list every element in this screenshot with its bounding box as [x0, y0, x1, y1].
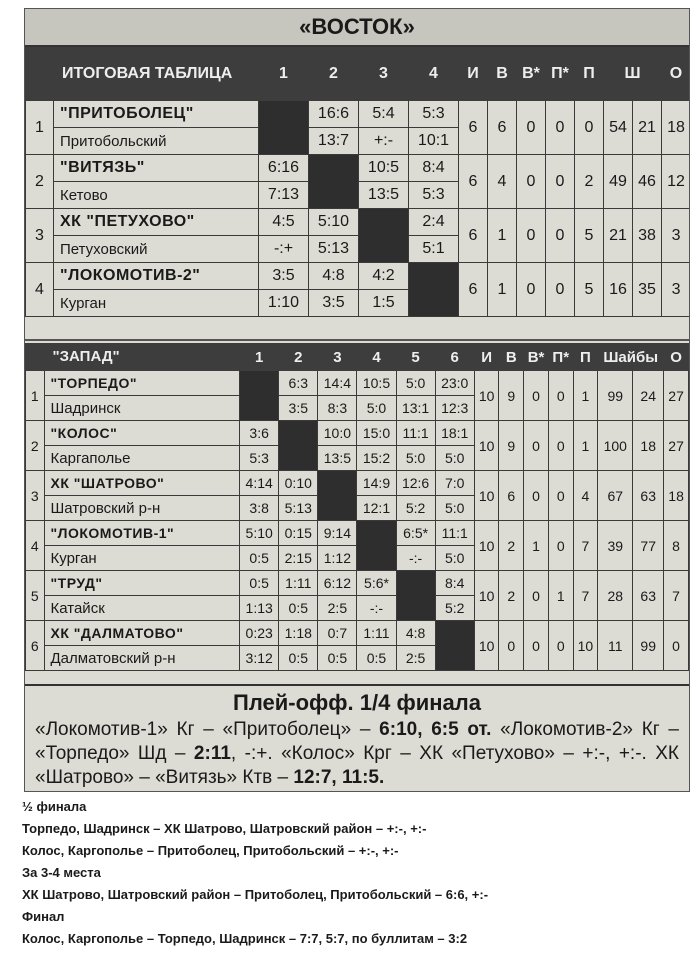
match-score: 0:5 [357, 646, 396, 671]
match-score: 5:0 [396, 446, 435, 471]
team-stat: 10 [474, 421, 499, 471]
match-score: 5:0 [435, 496, 474, 521]
match-score: 15:2 [357, 446, 396, 471]
team-name: "КОЛОС" [44, 421, 240, 446]
team-position: 6 [26, 621, 45, 671]
team-stat: 10 [474, 621, 499, 671]
match-score: 8:3 [318, 396, 357, 421]
match-score: 14:4 [318, 371, 357, 396]
west-col-1: 1 [240, 344, 279, 371]
team-stat: 46 [633, 155, 662, 209]
diagonal-cell [357, 521, 396, 571]
team-stat: 0 [546, 155, 575, 209]
match-score: 5:4 [359, 101, 409, 128]
team-stat: 3 [662, 209, 690, 263]
west-standings-table [25, 343, 689, 671]
team-row [26, 155, 691, 182]
match-score: 5:0 [396, 371, 435, 396]
team-stat: 18 [633, 421, 664, 471]
east-col-losses: П [575, 48, 604, 101]
match-score: 12:3 [435, 396, 474, 421]
match-score: 3:5 [259, 263, 309, 290]
third-place-heading: За 3-4 места [22, 865, 101, 880]
east-standings-table [25, 47, 690, 317]
match-score: 1:10 [259, 290, 309, 317]
result-line: ХК Шатрово, Шатровский район – Притоболец, Притобольский – 6:6, +:- [22, 887, 489, 902]
team-stat: 6 [459, 209, 488, 263]
team-stat: 1 [573, 371, 598, 421]
team-position: 3 [26, 471, 45, 521]
playoff-title: Плей-офф. 1/4 финала [233, 690, 481, 715]
diagonal-cell [309, 155, 359, 209]
match-score: 8:4 [435, 571, 474, 596]
match-score: 18:1 [435, 421, 474, 446]
team-position: 3 [26, 209, 54, 263]
team-stat: 0 [664, 621, 689, 671]
team-position: 1 [26, 371, 45, 421]
team-location: Катайск [44, 596, 240, 621]
diagonal-cell [259, 101, 309, 155]
match-score: 10:1 [409, 128, 459, 155]
team-row [26, 521, 689, 546]
team-stat: 67 [598, 471, 633, 521]
west-header-row [26, 344, 689, 371]
east-col-goals: Ш [604, 48, 662, 101]
team-stat: 3 [662, 263, 690, 317]
team-stat: 6 [459, 101, 488, 155]
team-position: 1 [26, 101, 54, 155]
team-stat: 10 [474, 521, 499, 571]
match-score: 0:5 [240, 546, 279, 571]
match-score: 10:0 [318, 421, 357, 446]
team-stat: 99 [633, 621, 664, 671]
match-score: 3:6 [240, 421, 279, 446]
team-stat: 54 [604, 101, 633, 155]
team-stat: 2 [499, 521, 524, 571]
team-stat: 6 [459, 263, 488, 317]
match-score: 9:14 [318, 521, 357, 546]
team-stat: 5 [575, 263, 604, 317]
team-stat: 0 [548, 471, 573, 521]
team-stat: 6 [488, 101, 517, 155]
east-table-label: ИТОГОВАЯ ТАБЛИЦА [54, 48, 259, 101]
team-name: "ПРИТОБОЛЕЦ" [54, 101, 259, 128]
east-col-1: 1 [259, 48, 309, 101]
team-stat: 12 [662, 155, 690, 209]
match-score: 2:5 [396, 646, 435, 671]
match-score: 2:15 [279, 546, 318, 571]
team-position: 4 [26, 263, 54, 317]
west-col-wins: В [499, 344, 524, 371]
match-score: 0:15 [279, 521, 318, 546]
match-score: 5:2 [435, 596, 474, 621]
match-score: 5:10 [240, 521, 279, 546]
match-score: 7:0 [435, 471, 474, 496]
team-stat: 18 [662, 101, 690, 155]
team-stat: 21 [633, 101, 662, 155]
match-score: 0:5 [279, 646, 318, 671]
team-stat: 10 [573, 621, 598, 671]
team-stat: 77 [633, 521, 664, 571]
team-stat: 0 [524, 571, 549, 621]
east-col-4: 4 [409, 48, 459, 101]
match-score: 5:13 [279, 496, 318, 521]
team-location: Притобольский [54, 128, 259, 155]
team-stat: 0 [546, 209, 575, 263]
diagonal-cell [279, 421, 318, 471]
match-score: 4:2 [359, 263, 409, 290]
team-position: 5 [26, 571, 45, 621]
team-name: ХК "ДАЛМАТОВО" [44, 621, 240, 646]
match-score: 5:0 [435, 446, 474, 471]
match-score: 5:0 [435, 546, 474, 571]
team-row [26, 571, 689, 596]
result-line: Торпедо, Шадринск – ХК Шатрово, Шатровский район – +:-, +:- [22, 821, 427, 836]
team-location: Кетово [54, 182, 259, 209]
west-col-ot-losses: П* [548, 344, 573, 371]
team-stat: 49 [604, 155, 633, 209]
team-stat: 0 [546, 101, 575, 155]
east-col-wins: В [488, 48, 517, 101]
west-title: "ЗАПАД" [44, 344, 240, 371]
match-score: 12:1 [357, 496, 396, 521]
playoff-score-3: 12:7, 11:5. [293, 767, 385, 788]
team-stat: 24 [633, 371, 664, 421]
team-location: Шатровский р-н [44, 496, 240, 521]
east-col-3: 3 [359, 48, 409, 101]
team-stat: 2 [575, 155, 604, 209]
team-name: "ВИТЯЗЬ" [54, 155, 259, 182]
match-score: 6:3 [279, 371, 318, 396]
west-col-3: 3 [318, 344, 357, 371]
match-score: -:+ [259, 236, 309, 263]
team-stat: 0 [548, 521, 573, 571]
team-stat: 16 [604, 263, 633, 317]
team-stat: 1 [548, 571, 573, 621]
match-score: 2:4 [409, 209, 459, 236]
match-score: 1:11 [279, 571, 318, 596]
team-row [26, 209, 691, 236]
match-score: 23:0 [435, 371, 474, 396]
team-name: "ЛОКОМОТИВ-2" [54, 263, 259, 290]
match-score: 3:8 [240, 496, 279, 521]
match-score: 1:18 [279, 621, 318, 646]
match-score: 5:13 [309, 236, 359, 263]
team-name: "ЛОКОМОТИВ-1" [44, 521, 240, 546]
team-stat: 38 [633, 209, 662, 263]
match-score: 13:5 [359, 182, 409, 209]
team-stat: 63 [633, 571, 664, 621]
match-score: 1:11 [357, 621, 396, 646]
diagonal-cell [435, 621, 474, 671]
match-score: 4:8 [309, 263, 359, 290]
team-stat: 0 [524, 421, 549, 471]
match-score: 14:9 [357, 471, 396, 496]
playoff-score-2: 2:11 [193, 743, 231, 764]
team-stat: 28 [598, 571, 633, 621]
team-stat: 0 [517, 101, 546, 155]
match-score: 6:12 [318, 571, 357, 596]
team-stat: 0 [517, 263, 546, 317]
team-row [26, 263, 691, 290]
team-stat: 4 [488, 155, 517, 209]
team-stat: 0 [517, 155, 546, 209]
west-col-losses: П [573, 344, 598, 371]
match-score: 5:6* [357, 571, 396, 596]
match-score: 5:10 [309, 209, 359, 236]
east-col-games: И [459, 48, 488, 101]
match-score: 5:3 [409, 101, 459, 128]
match-score: 4:5 [259, 209, 309, 236]
playoff-text [25, 716, 689, 792]
match-score: 5:2 [396, 496, 435, 521]
team-position: 2 [26, 155, 54, 209]
final-heading: Финал [22, 909, 65, 924]
team-row [26, 471, 689, 496]
team-stat: 10 [474, 371, 499, 421]
team-name: "ТРУД" [44, 571, 240, 596]
team-stat: 35 [633, 263, 662, 317]
match-score: -:- [357, 596, 396, 621]
team-location: Каргаполье [44, 446, 240, 471]
team-stat: 1 [573, 421, 598, 471]
team-stat: 0 [575, 101, 604, 155]
team-stat: 11 [598, 621, 633, 671]
match-score: 15:0 [357, 421, 396, 446]
team-stat: 5 [575, 209, 604, 263]
east-table-clipping [24, 8, 690, 340]
playoff-match-3: , -:+. «Колос» Крг – ХК «Петухово» – +:-, +:-. ХК «Шатрово» – «Витязь» Ктв – [35, 743, 679, 788]
match-score: 4:14 [240, 471, 279, 496]
team-stat: 0 [548, 371, 573, 421]
match-score: 11:1 [435, 521, 474, 546]
match-score: 0:5 [318, 646, 357, 671]
playoff-score-1: 6:10, 6:5 от. [379, 719, 492, 740]
diagonal-cell [318, 471, 357, 521]
east-col-ot-losses: П* [546, 48, 575, 101]
west-col-games: И [474, 344, 499, 371]
east-col-2: 2 [309, 48, 359, 101]
team-row [26, 621, 689, 646]
match-score: 0:7 [318, 621, 357, 646]
match-score: 0:10 [279, 471, 318, 496]
match-score: 13:7 [309, 128, 359, 155]
match-score: 4:8 [396, 621, 435, 646]
team-location: Шадринск [44, 396, 240, 421]
team-name: ХК "ШАТРОВО" [44, 471, 240, 496]
east-col-ot-wins: В* [517, 48, 546, 101]
match-score: 3:12 [240, 646, 279, 671]
match-score: 6:5* [396, 521, 435, 546]
match-score: 11:1 [396, 421, 435, 446]
team-position: 2 [26, 421, 45, 471]
match-score: 8:4 [409, 155, 459, 182]
diagonal-cell [240, 371, 279, 421]
team-stat: 0 [517, 209, 546, 263]
team-row [26, 101, 691, 128]
result-line: Колос, Каргополье – Притоболец, Притобольский – +:-, +:- [22, 843, 399, 858]
match-score: 1:13 [240, 596, 279, 621]
match-score: +:- [359, 128, 409, 155]
playoff-match-1: «Локомотив-1» Кг – «Притоболец» – [35, 719, 380, 740]
semifinal-heading: ½ финала [22, 799, 87, 814]
team-stat: 0 [546, 263, 575, 317]
result-line: Колос, Каргополье – Торпедо, Шадринск – 7:7, 5:7, по буллитам – 3:2 [22, 931, 468, 946]
east-header-row [26, 48, 691, 101]
team-stat: 7 [664, 571, 689, 621]
west-col-goals: Шайбы [598, 344, 664, 371]
team-row [26, 371, 689, 396]
team-location: Курган [44, 546, 240, 571]
west-col-6: 6 [435, 344, 474, 371]
team-stat: 10 [474, 471, 499, 521]
match-score: 2:5 [318, 596, 357, 621]
team-stat: 0 [548, 421, 573, 471]
west-col-points: О [664, 344, 689, 371]
team-stat: 100 [598, 421, 633, 471]
team-stat: 99 [598, 371, 633, 421]
east-title: «ВОСТОК» [25, 9, 689, 47]
match-score: 10:5 [359, 155, 409, 182]
match-score: 1:5 [359, 290, 409, 317]
team-stat: 9 [499, 421, 524, 471]
playoff-section [25, 684, 689, 792]
team-name: "ТОРПЕДО" [44, 371, 240, 396]
team-location: Курган [54, 290, 259, 317]
results-list [22, 796, 692, 950]
team-stat: 6 [499, 471, 524, 521]
diagonal-cell [396, 571, 435, 621]
match-score: -:- [396, 546, 435, 571]
team-stat: 4 [573, 471, 598, 521]
match-score: 16:6 [309, 101, 359, 128]
match-score: 7:13 [259, 182, 309, 209]
match-score: 12:6 [396, 471, 435, 496]
team-stat: 1 [488, 263, 517, 317]
team-stat: 7 [573, 571, 598, 621]
team-stat: 6 [459, 155, 488, 209]
match-score: 5:0 [357, 396, 396, 421]
diagonal-cell [359, 209, 409, 263]
match-score: 5:3 [409, 182, 459, 209]
match-score: 5:1 [409, 236, 459, 263]
team-row [26, 421, 689, 446]
team-stat: 8 [664, 521, 689, 571]
team-stat: 9 [499, 371, 524, 421]
match-score: 6:16 [259, 155, 309, 182]
west-col-4: 4 [357, 344, 396, 371]
west-col-2: 2 [279, 344, 318, 371]
team-stat: 27 [664, 421, 689, 471]
team-stat: 39 [598, 521, 633, 571]
team-stat: 21 [604, 209, 633, 263]
match-score: 3:5 [279, 396, 318, 421]
team-stat: 10 [474, 571, 499, 621]
team-name: ХК "ПЕТУХОВО" [54, 209, 259, 236]
match-score: 0:23 [240, 621, 279, 646]
diagonal-cell [409, 263, 459, 317]
playoff-match-2: «Локомотив-2» Кг – «Торпедо» Шд – [35, 719, 679, 764]
team-stat: 0 [524, 371, 549, 421]
match-score: 3:5 [309, 290, 359, 317]
west-col-5: 5 [396, 344, 435, 371]
team-position: 4 [26, 521, 45, 571]
match-score: 13:5 [318, 446, 357, 471]
team-stat: 0 [524, 621, 549, 671]
team-stat: 1 [488, 209, 517, 263]
team-stat: 7 [573, 521, 598, 571]
team-stat: 0 [499, 621, 524, 671]
team-stat: 18 [664, 471, 689, 521]
team-stat: 0 [548, 621, 573, 671]
match-score: 5:3 [240, 446, 279, 471]
team-stat: 27 [664, 371, 689, 421]
match-score: 13:1 [396, 396, 435, 421]
match-score: 10:5 [357, 371, 396, 396]
team-stat: 2 [499, 571, 524, 621]
team-location: Петуховский [54, 236, 259, 263]
match-score: 1:12 [318, 546, 357, 571]
team-location: Далматовский р-н [44, 646, 240, 671]
match-score: 0:5 [279, 596, 318, 621]
east-col-points: О [662, 48, 690, 101]
team-stat: 63 [633, 471, 664, 521]
west-table-clipping [24, 340, 690, 792]
match-score: 0:5 [240, 571, 279, 596]
west-col-ot-wins: В* [524, 344, 549, 371]
team-stat: 1 [524, 521, 549, 571]
team-stat: 0 [524, 471, 549, 521]
